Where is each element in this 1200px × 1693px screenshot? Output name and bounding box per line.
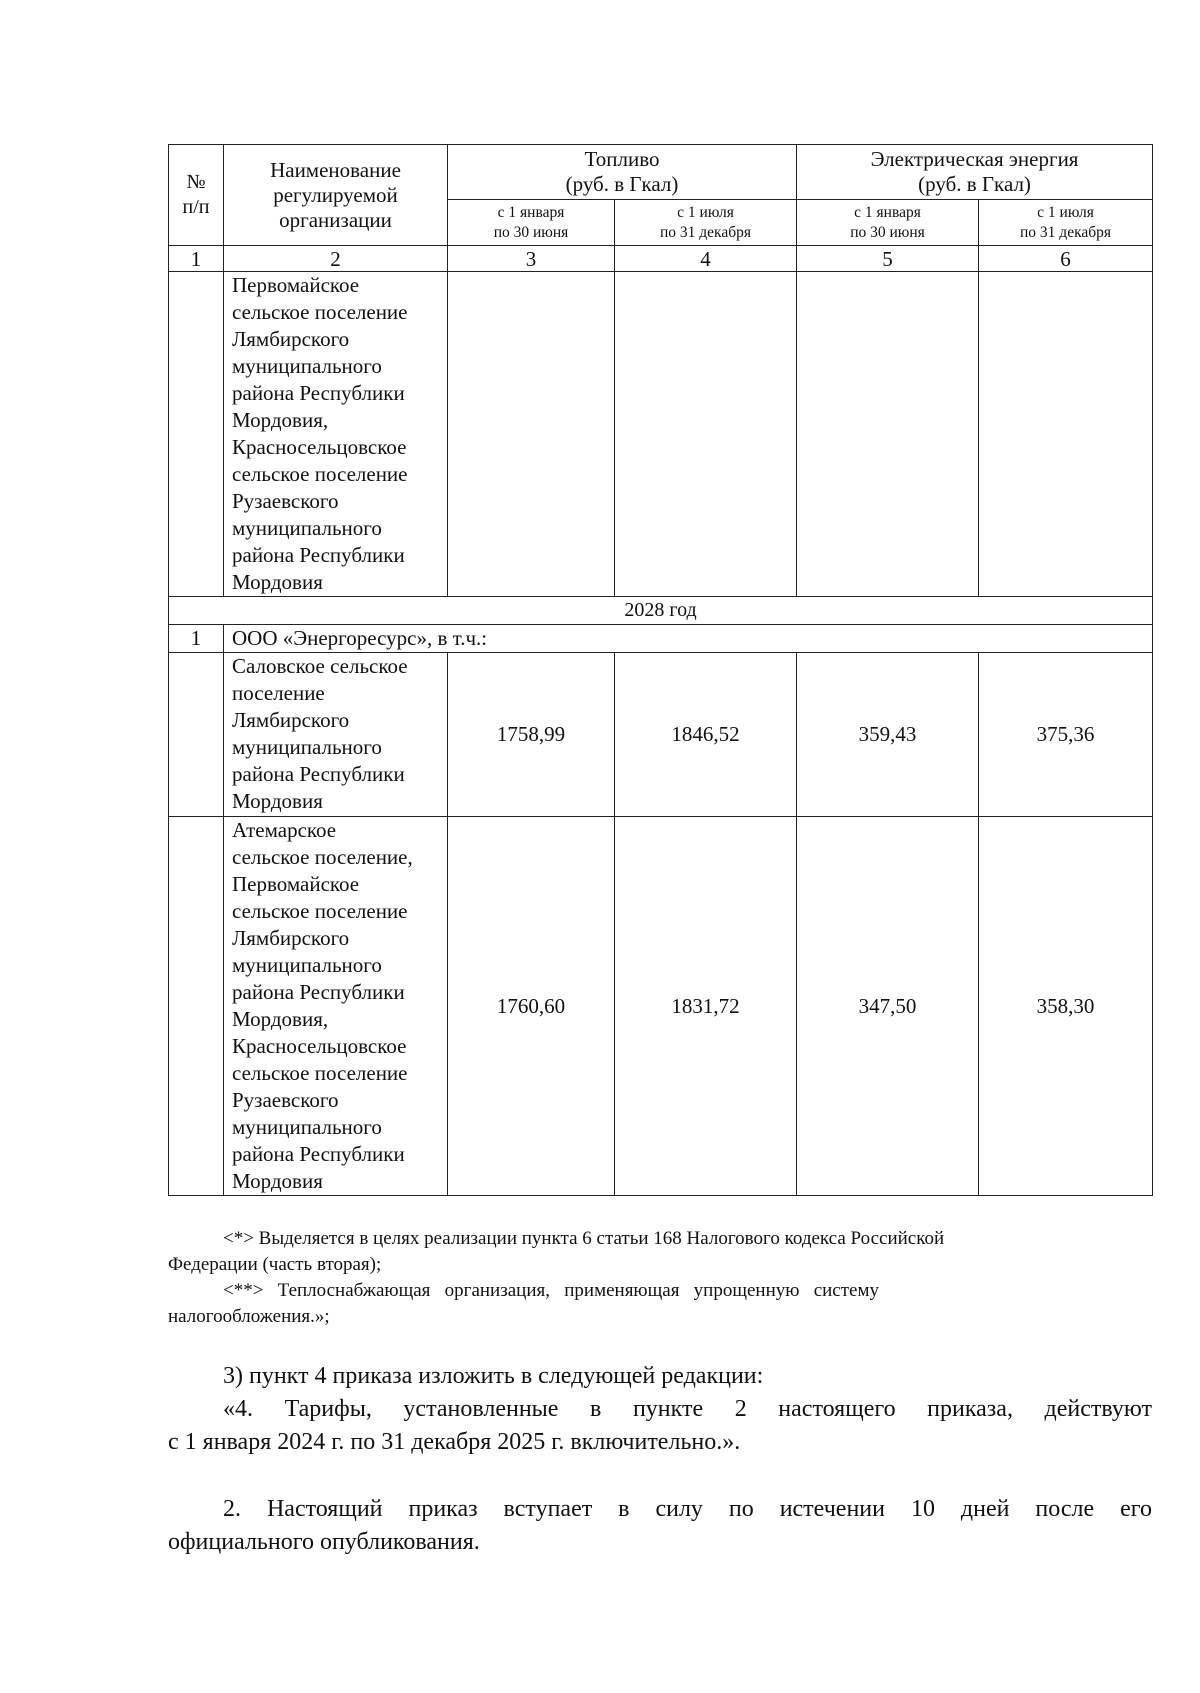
column-number-row xyxy=(169,246,1153,272)
paragraph-4-line-1: «4. Тарифы, установленные в пункте 2 настоящего приказа, действуют xyxy=(223,1396,1152,1422)
fuel-header: Топливо (руб. в Гкал) xyxy=(448,145,797,200)
column-number: 6 xyxy=(979,246,1153,272)
column-number: 1 xyxy=(169,246,224,272)
value-cell xyxy=(797,272,979,597)
elec-h2-value: 358,30 xyxy=(979,817,1153,1196)
table-row xyxy=(169,653,1153,817)
col-number-header: № п/п xyxy=(169,145,224,246)
footnote-2-line-1: <**> Теплоснабжающая организация, применяющая упрощенную систему xyxy=(223,1280,879,1301)
column-number: 3 xyxy=(448,246,615,272)
paragraph-2-line-1: 2. Настоящий приказ вступает в силу по истечении 10 дней после его xyxy=(223,1496,1152,1522)
footnote-2-line-2: налогообложения.»; xyxy=(168,1306,330,1327)
elec-h2-value: 375,36 xyxy=(979,653,1153,817)
elec-h1-value: 347,50 xyxy=(797,817,979,1196)
table-row xyxy=(169,272,1153,597)
organization-area-name: Атемарское сельское поселение, Первомайское сельское поселение Лямбирского муниципального района Республики Мордовия, Красносельцовское сельское поселение Рузаевского муниципального района Республики Мордовия xyxy=(224,817,448,1196)
paragraph-3: 3) пункт 4 приказа изложить в следующей редакции: xyxy=(223,1363,764,1389)
header-row xyxy=(169,145,1153,200)
fuel-h2-value: 1831,72 xyxy=(615,817,797,1196)
row-index xyxy=(169,653,224,817)
year-row xyxy=(169,597,1153,625)
value-cell xyxy=(448,272,615,597)
organization-name: ООО «Энергоресурс», в т.ч.: xyxy=(224,625,1153,653)
elec-period-2: с 1 июля по 31 декабря xyxy=(979,200,1153,246)
fuel-h2-value: 1846,52 xyxy=(615,653,797,817)
footnote-1-line-2: Федерации (часть вторая); xyxy=(168,1254,382,1275)
value-cell xyxy=(979,272,1153,597)
fuel-h1-value: 1758,99 xyxy=(448,653,615,817)
row-index xyxy=(169,272,224,597)
organization-row xyxy=(169,625,1153,653)
fuel-h1-value: 1760,60 xyxy=(448,817,615,1196)
row-index xyxy=(169,817,224,1196)
column-number: 4 xyxy=(615,246,797,272)
footnotes xyxy=(168,1226,1152,1330)
table-row xyxy=(169,817,1153,1196)
column-number: 2 xyxy=(224,246,448,272)
organization-area-name: Первомайское сельское поселение Лямбирского муниципального района Республики Мордовия, Красносельцовское сельское поселение Рузаевского муниципального района Республики Мордовия xyxy=(224,272,448,597)
elec-period-1: с 1 января по 30 июня xyxy=(797,200,979,246)
year-label: 2028 год xyxy=(169,597,1153,625)
electricity-header: Электрическая энергия (руб. в Гкал) xyxy=(797,145,1153,200)
paragraph-2-line-2: официального опубликования. xyxy=(168,1529,480,1555)
fuel-period-1: с 1 января по 30 июня xyxy=(448,200,615,246)
body-text xyxy=(168,1360,1152,1559)
row-index: 1 xyxy=(169,625,224,653)
paragraph-4-line-2: с 1 января 2024 г. по 31 декабря 2025 г. включительно.». xyxy=(168,1429,741,1455)
tariff-table xyxy=(168,144,1153,1196)
fuel-period-2: с 1 июля по 31 декабря xyxy=(615,200,797,246)
organization-area-name: Саловское сельское поселение Лямбирского муниципального района Республики Мордовия xyxy=(224,653,448,817)
footnote-1-line-1: <*> Выделяется в целях реализации пункта 6 статьи 168 Налогового кодекса Российской xyxy=(223,1228,945,1249)
elec-h1-value: 359,43 xyxy=(797,653,979,817)
col-name-header: Наименование регулируемой организации xyxy=(224,145,448,246)
value-cell xyxy=(615,272,797,597)
column-number: 5 xyxy=(797,246,979,272)
